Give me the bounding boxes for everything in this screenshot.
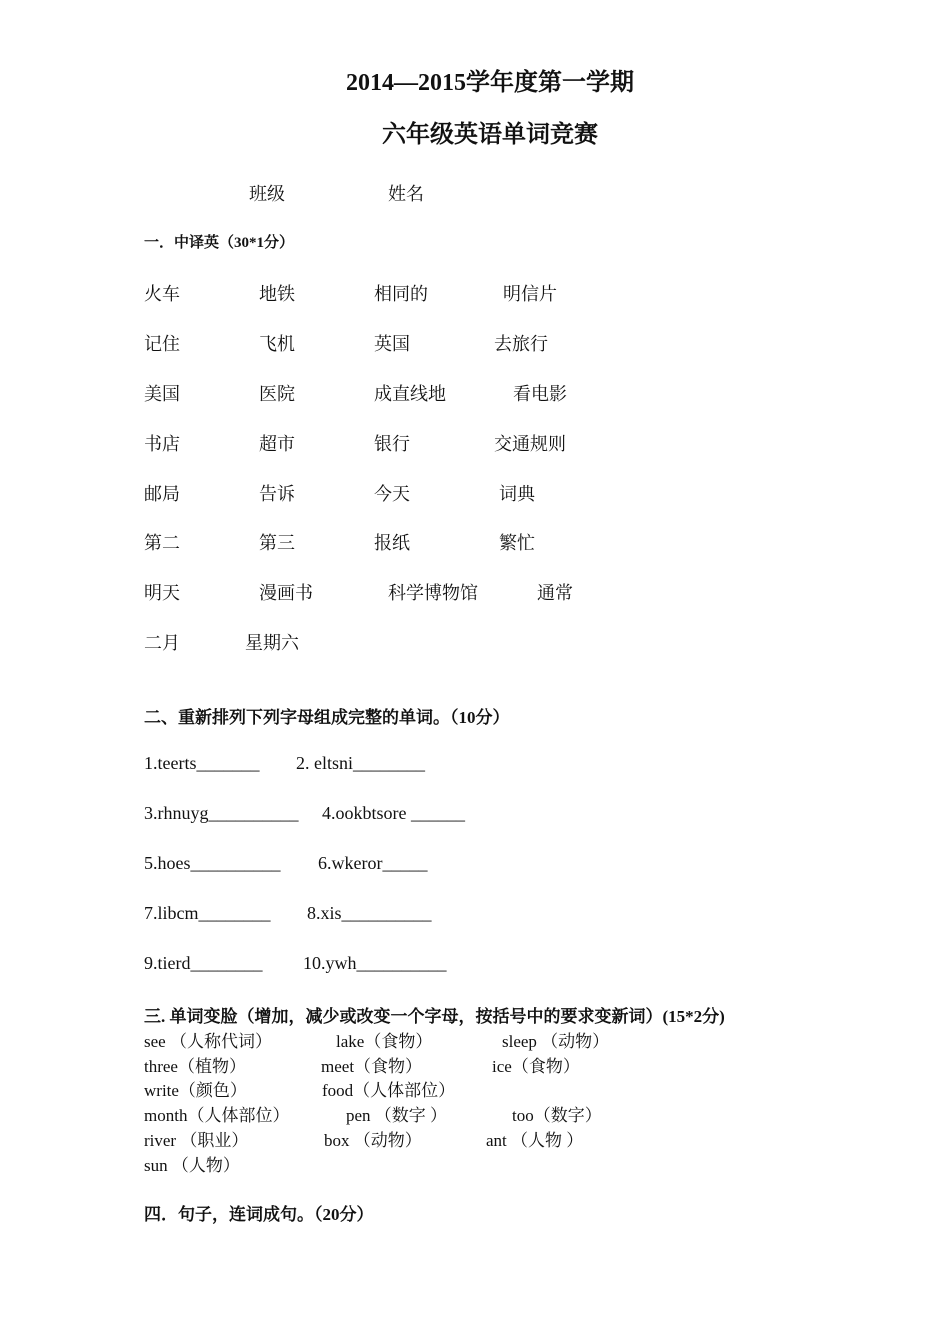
vocab-item: 英国 [374, 334, 410, 354]
word-change-item: ice（食物） [492, 1057, 580, 1076]
page-title: 2014—2015学年度第一学期 [346, 70, 634, 96]
word-change-item: food（人体部位） [322, 1081, 456, 1100]
vocab-item: 成直线地 [374, 384, 446, 404]
vocab-item: 书店 [144, 434, 180, 454]
unscramble-item: 4.ookbtsore ______ [322, 803, 465, 823]
section3-heading: 三. 单词变脸（增加，减少或改变一个字母，按括号中的要求变新词）(15*2分) [144, 1007, 725, 1026]
page-subtitle: 六年级英语单词竞赛 [382, 122, 598, 148]
vocab-item: 明信片 [503, 284, 557, 304]
vocab-item: 看电影 [513, 384, 567, 404]
vocab-item: 报纸 [374, 533, 410, 553]
word-change-item: ant （人物 ） [486, 1131, 584, 1150]
word-change-item: sleep （动物） [502, 1032, 610, 1051]
vocab-item: 词典 [499, 484, 535, 504]
vocab-item: 繁忙 [499, 533, 535, 553]
unscramble-item: 7.libcm________ [144, 903, 271, 923]
vocab-item: 美国 [144, 384, 180, 404]
vocab-item: 记住 [144, 334, 180, 354]
vocab-item: 星期六 [245, 633, 299, 653]
vocab-item: 明天 [144, 583, 180, 603]
vocab-item: 第二 [144, 533, 180, 553]
unscramble-item: 6.wkeror_____ [318, 853, 428, 873]
word-change-item: too（数字） [512, 1106, 602, 1125]
vocab-item: 邮局 [144, 484, 180, 504]
section2-heading: 二、重新排列下列字母组成完整的单词。（10分） [144, 708, 510, 727]
vocab-item: 科学博物馆 [388, 583, 478, 603]
vocab-item: 火车 [144, 284, 180, 304]
word-change-item: lake（食物） [336, 1032, 433, 1051]
vocab-item: 医院 [259, 384, 295, 404]
unscramble-item: 10.ywh__________ [303, 953, 447, 973]
section4-heading: 四．句子，连词成句。（20分） [144, 1205, 374, 1224]
word-change-item: box （动物） [324, 1131, 422, 1150]
vocab-item: 今天 [374, 484, 410, 504]
vocab-item: 地铁 [259, 284, 295, 304]
word-change-item: pen （数字 ） [346, 1106, 448, 1125]
vocab-item: 银行 [374, 434, 410, 454]
unscramble-item: 5.hoes__________ [144, 853, 281, 873]
word-change-item: sun （人物） [144, 1156, 240, 1175]
vocab-item: 第三 [259, 533, 295, 553]
vocab-item: 二月 [144, 633, 180, 653]
word-change-item: meet（食物） [321, 1057, 423, 1076]
word-change-item: month（人体部位） [144, 1106, 290, 1125]
vocab-item: 告诉 [259, 484, 295, 504]
word-change-item: three（植物） [144, 1057, 246, 1076]
unscramble-item: 9.tierd________ [144, 953, 263, 973]
name-field-label: 姓名 [388, 184, 424, 204]
word-change-item: see （人称代词） [144, 1032, 272, 1051]
vocab-item: 相同的 [374, 284, 428, 304]
unscramble-item: 3.rhnuyg__________ [144, 803, 299, 823]
section1-heading: 一．中译英（30*1分） [144, 235, 295, 251]
vocab-item: 超市 [259, 434, 295, 454]
vocab-item: 漫画书 [259, 583, 313, 603]
vocab-item: 通常 [537, 583, 573, 603]
unscramble-item: 1.teerts_______ [144, 753, 260, 773]
unscramble-item: 8.xis__________ [307, 903, 432, 923]
unscramble-item: 2. eltsni________ [296, 753, 425, 773]
word-change-item: write（颜色） [144, 1081, 247, 1100]
vocab-item: 飞机 [259, 334, 295, 354]
class-field-label: 班级 [249, 184, 285, 204]
vocab-item: 交通规则 [494, 434, 566, 454]
vocab-item: 去旅行 [494, 334, 548, 354]
word-change-item: river （职业） [144, 1131, 249, 1150]
